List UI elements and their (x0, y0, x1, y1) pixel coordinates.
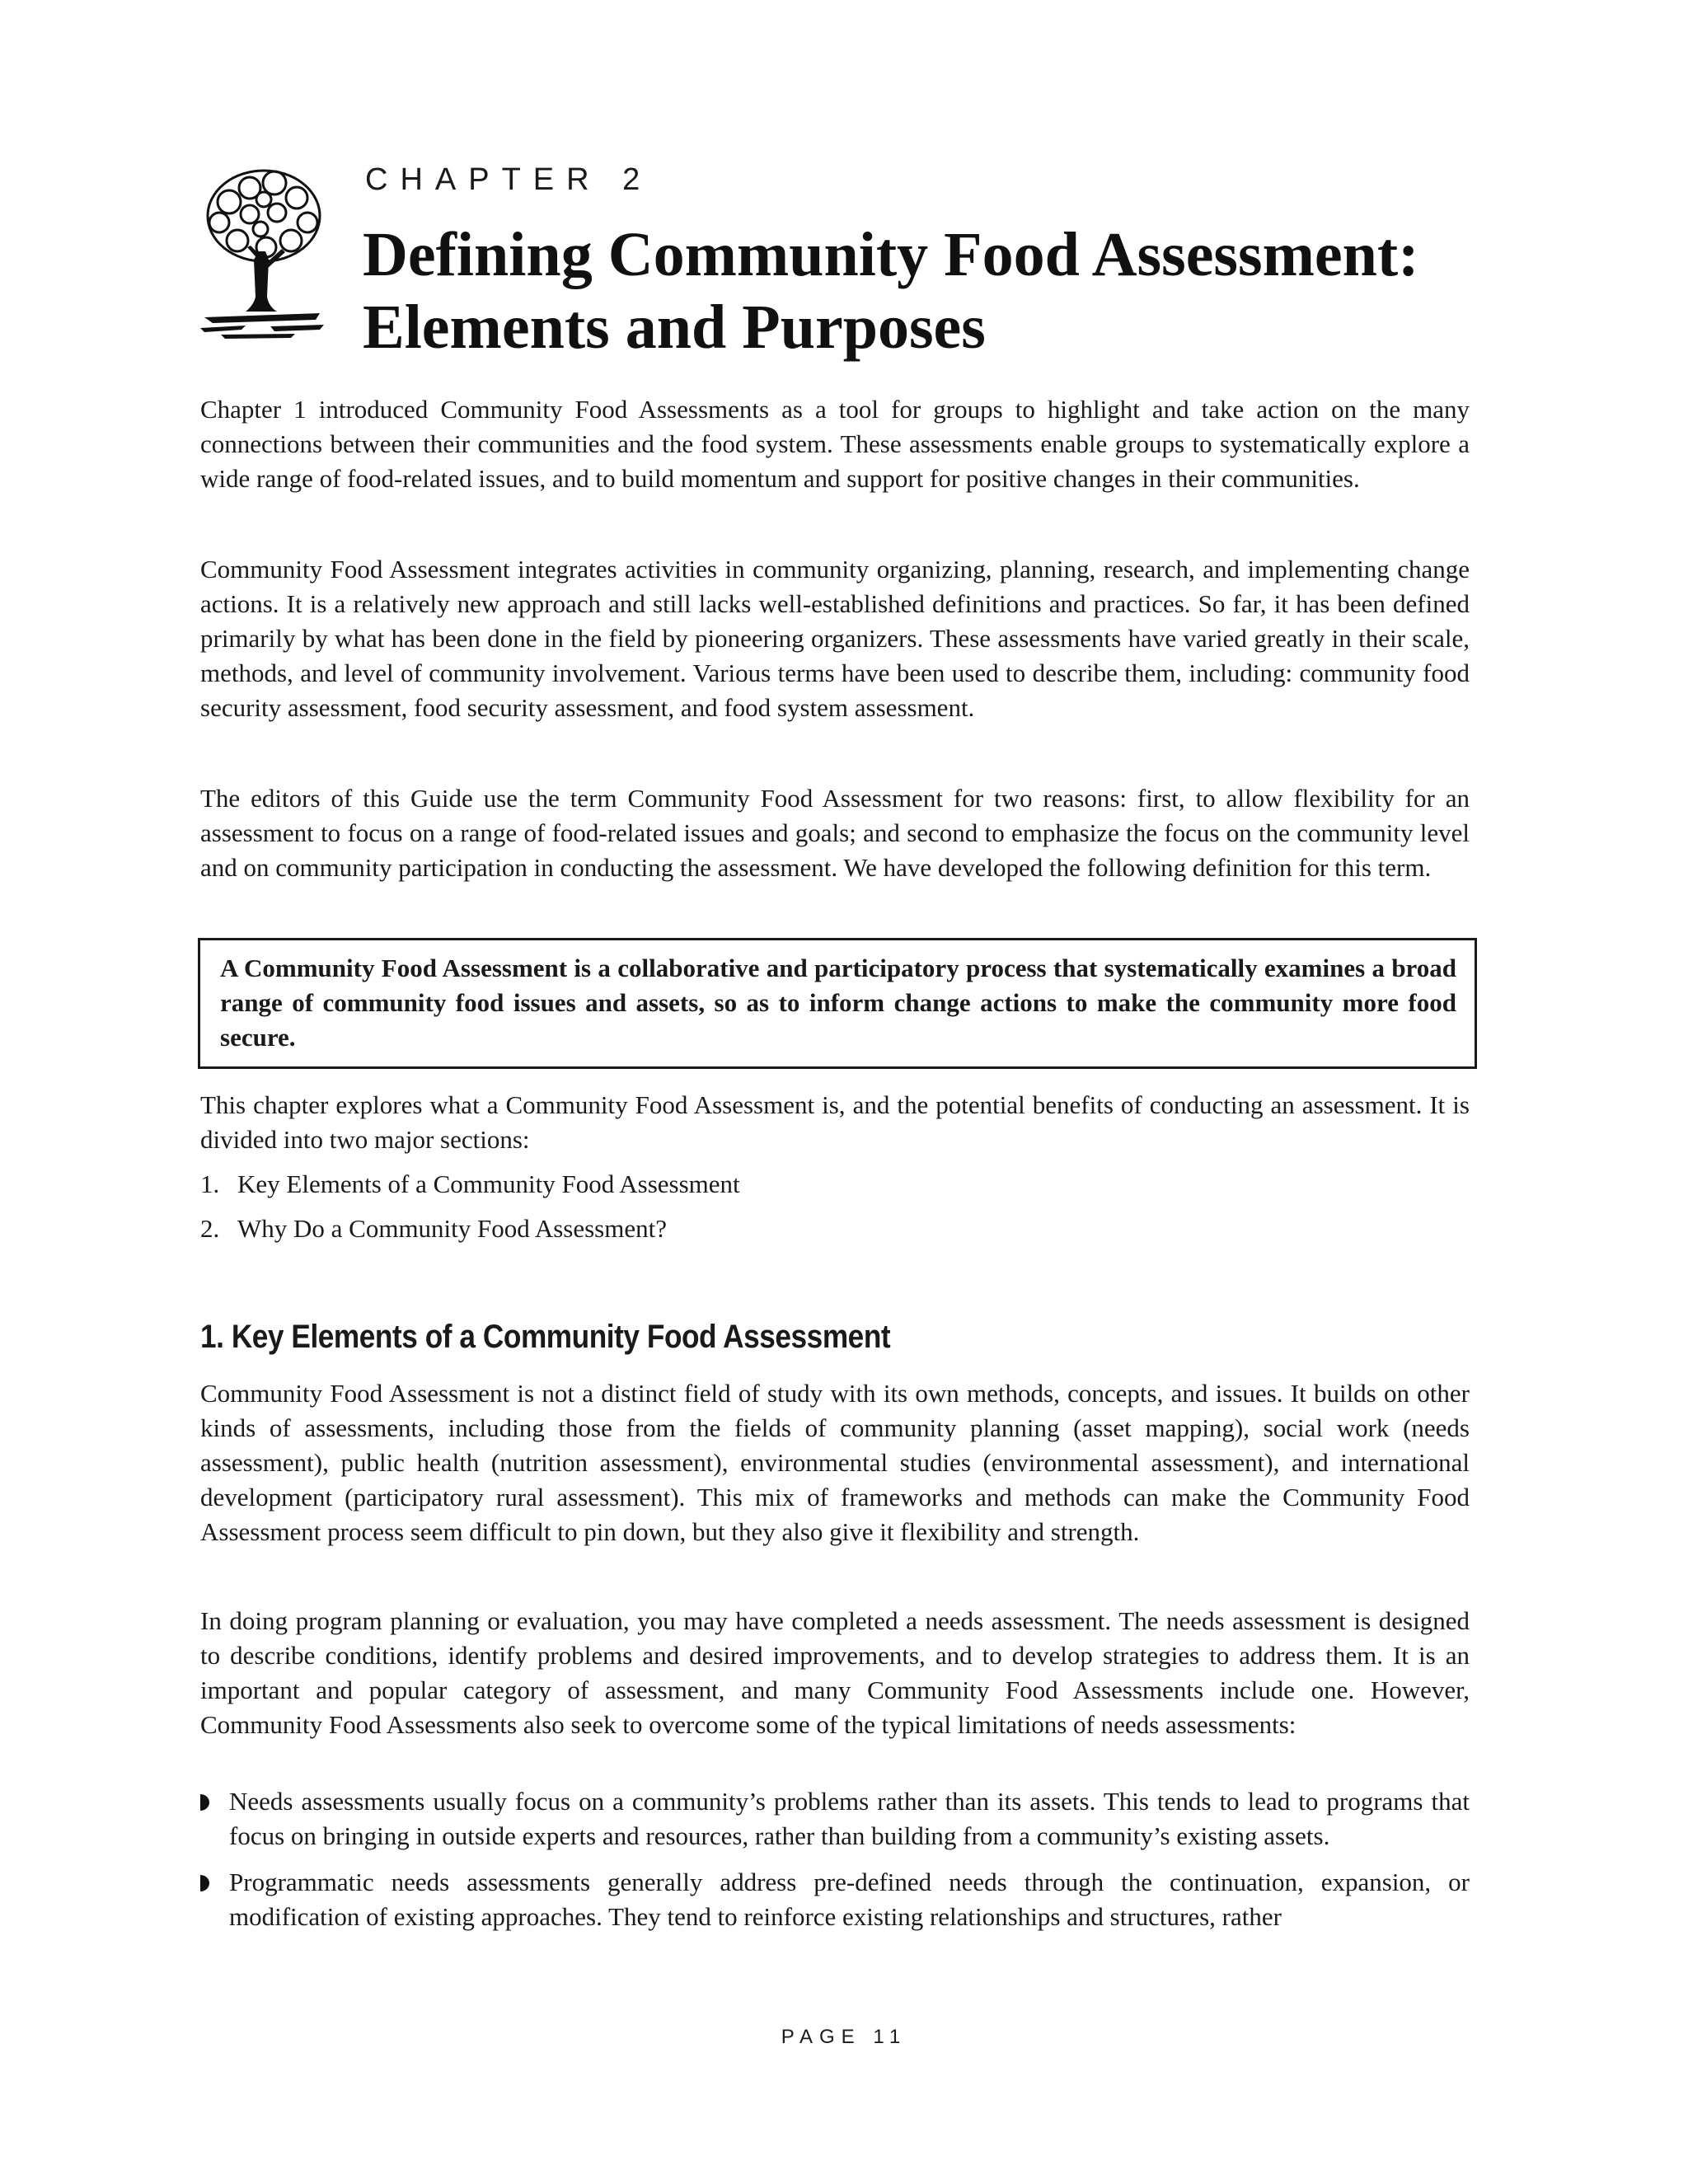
definition-box: A Community Food Assessment is a collaborative and participatory process that systematically examines a broad range of community food issues and assets, so as to inform change actions to make the community more food secure. (198, 938, 1477, 1069)
list-item-text: Key Elements of a Community Food Assessment (237, 1169, 740, 1198)
half-circle-bullet-icon (200, 1875, 209, 1891)
needs-assessment-paragraph: In doing program planning or evaluation, you may have completed a needs assessment. The needs assessment is designed to describe conditions, identify problems and desired improvements, and to develop strategies to address them. It is an important and popular category of assessment, and many Community Food Assessments include one. However, Community Food Assessments also seek to overcome some of the typical limitations of needs assessments: (200, 1606, 1470, 1739)
tree-icon (196, 165, 328, 342)
integration-paragraph: Community Food Assessment integrates activities in community organizing, planning, research, and implementing change actions. It is a relatively new approach and still lacks well-established definitions and practices. So far, it has been defined primarily by what has been done in the field by pioneering organizers. These assessments have varied greatly in their scale, methods, and level of community involvement. Various terms have been used to describe them, including: community food security assessment, food security assessment, and food system assessment. (200, 555, 1470, 722)
list-item-text: Why Do a Community Food Assessment? (237, 1214, 667, 1243)
chapter-title-line-2: Elements and Purposes (363, 293, 986, 362)
half-circle-bullet-icon (200, 1794, 209, 1811)
list-number: 1. (200, 1169, 220, 1198)
chapter-title-line-1: Defining Community Food Assessment: (363, 220, 1419, 289)
bullet-item (200, 1865, 1470, 1934)
intro-paragraph: Chapter 1 introduced Community Food Assessments as a tool for groups to highlight and take action on the many connections between their communities and the food system. These assessments enable groups to systematically explore a wide range of food-related issues, and to build momentum and support for positive changes in their communities. (200, 395, 1470, 493)
bullet-item (200, 1784, 1470, 1854)
section-heading: 1. Key Elements of a Community Food Assessment (200, 1319, 891, 1355)
chapter-overview-paragraph: This chapter explores what a Community Food Assessment is, and the potential benefits of conducting an assessment. It is divided into two major sections: (200, 1090, 1470, 1154)
list-number: 2. (200, 1214, 220, 1243)
limitations-list (200, 1784, 1470, 1946)
list-item (200, 1212, 740, 1246)
list-item (200, 1167, 740, 1202)
page-number: PAGE 11 (781, 2026, 907, 2048)
sections-list (200, 1167, 740, 1256)
chapter-title (363, 218, 1517, 363)
editors-paragraph: The editors of this Guide use the term Community Food Assessment for two reasons: first, to allow flexibility for an assessment to focus on a range of food-related issues and goals; and second to emphasize the focus on the community level and on community participation in conducting the assessment. We have developed the following definition for this term. (200, 784, 1470, 882)
not-distinct-field-paragraph: Community Food Assessment is not a distinct field of study with its own methods, concepts, and issues. It builds on other kinds of assessments, including those from the fields of community planning (asset mapping), social work (needs assessment), public health (nutrition assessment), environmental studies (environmental assessment), and international development (participatory rural assessment). This mix of frameworks and methods can make the Community Food Assessment process seem difficult to pin down, but they also give it flexibility and strength. (200, 1379, 1470, 1546)
chapter-label: CHAPTER 2 (365, 162, 653, 197)
bullet-text: Needs assessments usually focus on a community’s problems rather than its assets. This tends to lead to programs that focus on bringing in outside experts and resources, rather than building from a community’s existing assets. (229, 1787, 1470, 1850)
bullet-text: Programmatic needs assessments generally address pre-defined needs through the continuation, expansion, or modification of existing approaches. They tend to reinforce existing relationships and structures, rather (229, 1868, 1470, 1931)
